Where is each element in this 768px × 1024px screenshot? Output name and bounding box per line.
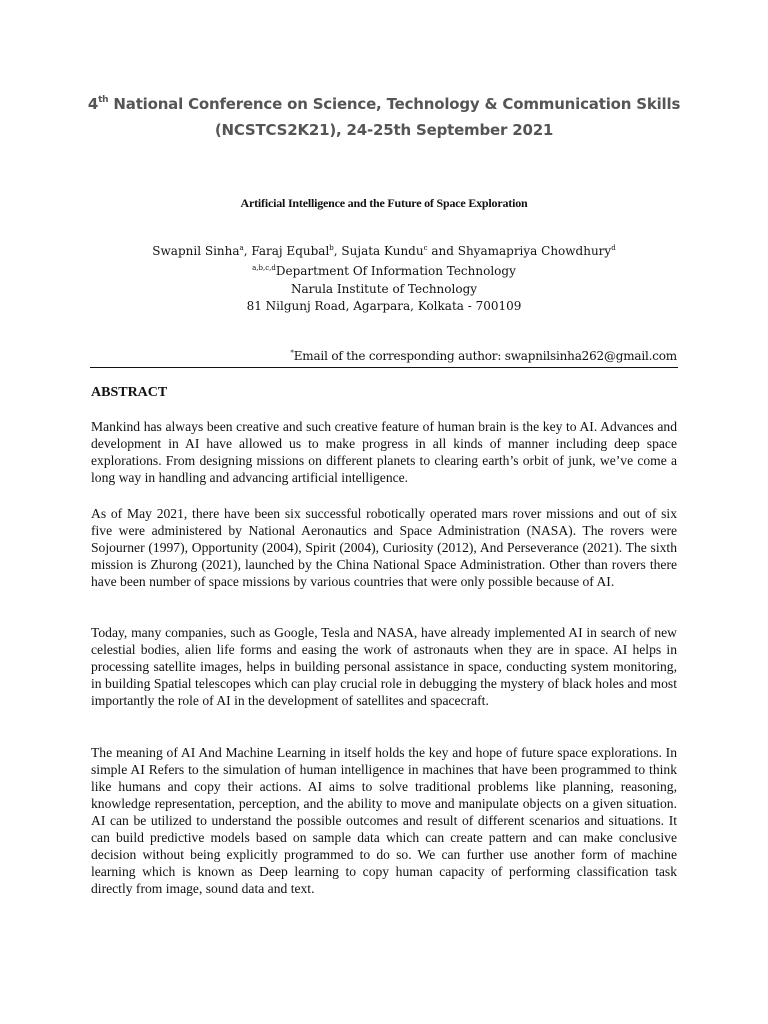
author-affiliation-mark: a: [239, 244, 244, 252]
author-list: [0, 244, 768, 258]
conference-ordinal-number: 4: [87, 95, 99, 113]
affiliation-institute: Narula Institute of Technology: [290, 282, 478, 296]
conference-name: National Conference on Science, Technology & Communication Skills: [108, 95, 681, 113]
conference-title-line-1: [0, 95, 768, 113]
abstract-paragraph: As of May 2021, there have been six successful robotically operated mars rover missions and out of six five were administered by National Aeronautics and Space Administration (NASA). The rovers were Sojourner (1997), Opportunity (2004), Spirit (2004), Curiosity (2012), And Perseverance (2021). The sixth mission is Zhurong (2021), launched by the China National Space Administration. Other than rovers there have been number of space missions by various countries that were only possible because of AI.: [91, 506, 677, 589]
abstract-paragraph: Today, many companies, such as Google, Tesla and NASA, have already implemented AI in search of new celestial bodies, alien life forms and easing the work of astronauts when they are in space. AI helps in processing satellite images, helps in building personal assistance in space, conducting system monitoring, in building Spatial telescopes which can play crucial role in debugging the mystery of black holes and most importantly the role of AI in the development of satellites and spacecraft.: [91, 625, 677, 708]
paper-title: Artificial Intelligence and the Future of Space Exploration: [240, 196, 528, 210]
author-separator: and: [427, 244, 458, 258]
author-separator: ,: [243, 244, 252, 258]
conference-ordinal-suffix: th: [98, 95, 109, 105]
corresponding-author-mark: *: [290, 349, 294, 357]
author-affiliation-mark: d: [611, 244, 616, 252]
corresponding-author-email: [290, 349, 677, 363]
author-name: Faraj Equbal: [251, 244, 330, 258]
author-affiliation-mark: b: [329, 244, 334, 252]
affiliation-department: Department Of Information Technology: [275, 264, 516, 278]
affiliation-address: 81 Nilgunj Road, Agarpara, Kolkata - 700109: [246, 299, 522, 313]
abstract-paragraph: Mankind has always been creative and such creative feature of human brain is the key to AI. Advances and development in AI have allowed us to make progress in all kinds of manner including deep space explorations. From designing missions on different planets to clearing earth’s orbit of junk, we’ve come a long way in handling and advancing artificial intelligence.: [91, 419, 677, 485]
affiliation-marks: a,b,c,d: [252, 264, 276, 272]
abstract-heading: ABSTRACT: [91, 385, 168, 400]
affiliation-line: [0, 264, 768, 278]
conference-title-line-2: (NCSTCS2K21), 24-25th September 2021: [214, 121, 554, 139]
author-name: Sujata Kundu: [341, 244, 424, 258]
author-separator: ,: [333, 244, 342, 258]
author-affiliation-mark: c: [423, 244, 428, 252]
author-name: Swapnil Sinha: [152, 244, 240, 258]
corresponding-author-email-text: Email of the corresponding author: swapnilsinha262@gmail.com: [293, 349, 677, 363]
header-divider: [90, 367, 678, 368]
abstract-paragraph: The meaning of AI And Machine Learning in itself holds the key and hope of future space explorations. In simple AI Refers to the simulation of human intelligence in machines that have been programmed to think like humans and copy their actions. AI aims to solve traditional problems like planning, reasoning, knowledge representation, perception, and the ability to move and manipulate objects on a given situation. AI can be utilized to understand the possible outcomes and result of different scenarios and situations. It can build predictive models based on sample data which can create pattern and can make conclusive decision without being explicitly programmed to do so. We can further use another form of machine learning which is known as Deep learning to copy human capacity of performing classification task directly from image, sound data and text.: [91, 745, 677, 896]
author-name: Shyamapriya Chowdhury: [457, 244, 612, 258]
